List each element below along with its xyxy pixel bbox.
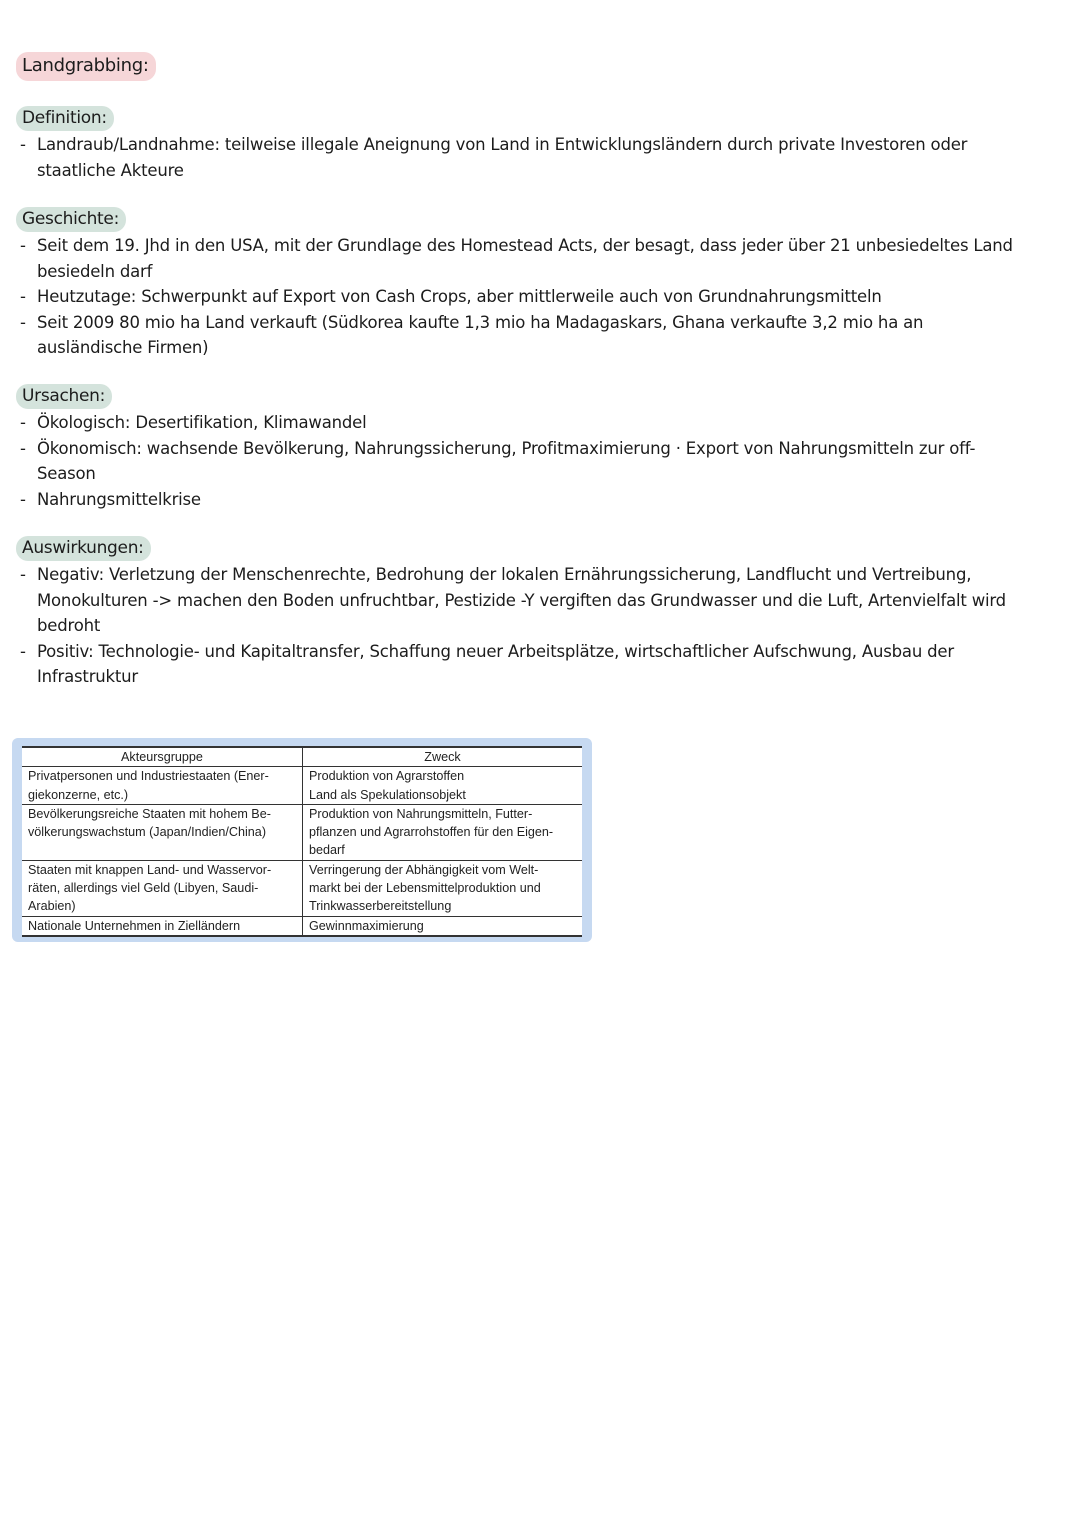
list-item: - Heutzutage: Schwerpunkt auf Export von Cash Crops, aber mittlerweile auch von Grundnahrungsmitteln [16,284,1026,310]
page-title: Landgrabbing: [16,52,156,81]
cell-line: Gewinnmaximierung [309,918,424,933]
table-cell-purpose [303,767,583,805]
table-row [22,860,582,916]
cell-line: Land als Spekulationsobjekt [309,787,466,802]
list-item: - Negativ: Verletzung der Menschenrechte, Bedrohung der lokalen Ernährungssicherung, Landflucht und Vertreibung, Monokulturen -> machen den Boden unfruchtbar, Pestizide -Y vergiften das Grundwasser und die Luft, Artenvielfalt wird bedroht [16,562,1026,639]
history-list [16,233,1026,361]
list-item: - Ökologisch: Desertifikation, Klimawandel [16,410,1026,436]
table-cell-purpose [303,804,583,860]
list-item: - Ökonomisch: wachsende Bevölkerung, Nahrungssicherung, Profitmaximierung · Export von Nahrungsmitteln zur off-Season [16,436,1026,487]
table-cell-group [22,860,303,916]
effects-list [16,562,1026,690]
list-item: - Landraub/Landnahme: teilweise illegale Aneignung von Land in Entwicklungsländern durch private Investoren oder staatliche Akteure [16,132,1026,183]
table-cell-group [22,767,303,805]
cell-line: Staaten mit knappen Land- und Wasservor- [28,862,272,877]
list-item: - Nahrungsmittelkrise [16,487,1026,513]
cell-line: Bevölkerungsreiche Staaten mit hohem Be- [28,806,271,821]
cell-line: markt bei der Lebensmittelproduktion und [309,881,541,896]
column-header-purpose: Zweck [303,747,583,767]
table-row [22,767,582,805]
section-definition [16,106,1026,183]
cell-line: Verringerung der Abhängigkeit vom Welt- [309,862,539,877]
causes-list [16,410,1026,512]
cell-line: Produktion von Agrarstoffen [309,769,465,784]
column-header-group: Akteursgruppe [22,747,303,767]
table-row [22,916,582,936]
cell-line: räten, allerdings viel Geld (Libyen, Saudi- [28,881,259,896]
section-heading-causes: Ursachen: [16,384,112,409]
section-heading-effects: Auswirkungen: [16,536,151,561]
table-row [22,804,582,860]
cell-line: Nationale Unternehmen in Zielländern [28,918,241,933]
section-heading-definition: Definition: [16,106,114,131]
section-history [16,207,1026,361]
table-cell-group [22,804,303,860]
actors-table-panel [12,738,592,942]
list-item: - Seit dem 19. Jhd in den USA, mit der Grundlage des Homestead Acts, der besagt, dass jeder über 21 unbesiedeltes Land besiedeln darf [16,233,1026,284]
table-cell-purpose [303,916,583,936]
cell-line: pflanzen und Agrarrohstoffen für den Eigen- [309,825,554,840]
cell-line: Produktion von Nahrungsmitteln, Futter- [309,806,533,821]
cell-line: Trinkwasserbereitstellung [309,899,452,914]
actors-table [22,746,582,937]
list-item: - Seit 2009 80 mio ha Land verkauft (Südkorea kaufte 1,3 mio ha Madagaskars, Ghana verkaufte 3,2 mio ha an ausländische Firmen) [16,310,1026,361]
cell-line: Arabien) [28,899,76,914]
table-cell-group [22,916,303,936]
cell-line: giekonzerne, etc.) [28,787,129,802]
section-causes [16,384,1026,512]
section-heading-history: Geschichte: [16,207,126,232]
cell-line: Privatpersonen und Industriestaaten (Ener- [28,769,269,784]
definition-list [16,132,1026,183]
table-cell-purpose [303,860,583,916]
cell-line: bedarf [309,843,345,858]
table-header-row [22,747,582,767]
section-effects [16,536,1026,690]
list-item: - Positiv: Technologie- und Kapitaltransfer, Schaffung neuer Arbeitsplätze, wirtschaftlicher Aufschwung, Ausbau der Infrastruktur [16,639,1026,690]
cell-line: völkerungswachstum (Japan/Indien/China) [28,825,267,840]
